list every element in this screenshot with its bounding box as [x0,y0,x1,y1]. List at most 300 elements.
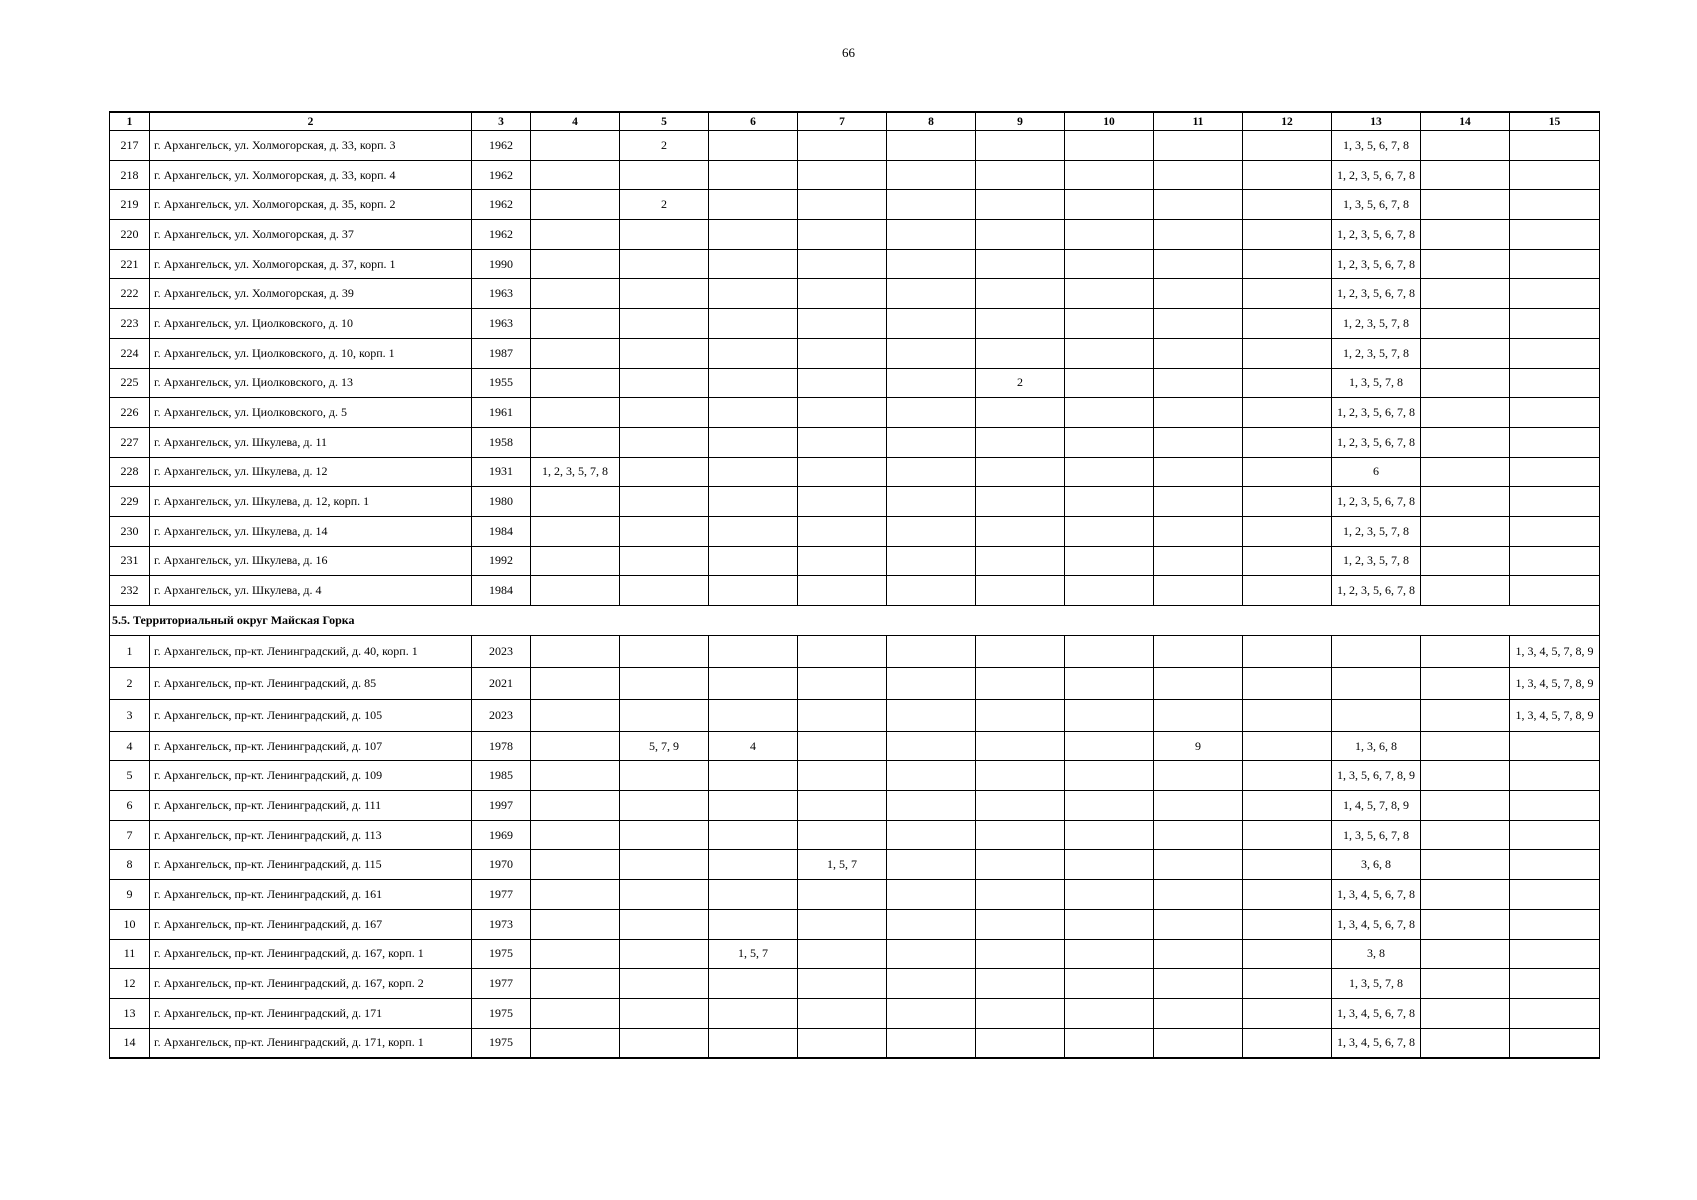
table-cell: 1, 3, 4, 5, 7, 8, 9 [1510,667,1600,699]
year-cell: 1977 [472,880,531,910]
table-cell [887,220,976,250]
address-cell: г. Архангельск, ул. Циолковского, д. 13 [150,368,472,398]
table-cell: 4 [709,731,798,761]
table-cell [531,969,620,999]
table-cell [1510,576,1600,606]
table-cell [1243,761,1332,791]
table-cell [1510,939,1600,969]
table-row [110,576,1600,606]
address-cell: г. Архангельск, ул. Холмогорская, д. 33, корп. 3 [150,131,472,161]
table-cell [1065,131,1154,161]
year-cell: 1975 [472,1028,531,1058]
table-cell [1065,998,1154,1028]
table-cell [887,190,976,220]
table-cell [1421,131,1510,161]
table-cell [1154,160,1243,190]
table-cell: 1, 2, 3, 5, 6, 7, 8 [1332,249,1421,279]
address-cell: г. Архангельск, пр-кт. Ленинградский, д. 161 [150,880,472,910]
table-cell [976,160,1065,190]
table-cell [620,635,709,667]
table-cell [1154,699,1243,731]
year-cell: 1963 [472,309,531,339]
table-row [110,880,1600,910]
table-cell [1065,635,1154,667]
table-cell [1154,576,1243,606]
address-cell: г. Архангельск, пр-кт. Ленинградский, д. 40, корп. 1 [150,635,472,667]
row-number-cell: 9 [110,880,150,910]
year-cell: 1977 [472,969,531,999]
table-cell [531,939,620,969]
table-cell [976,427,1065,457]
table-cell [1154,487,1243,517]
table-cell [798,1028,887,1058]
year-cell: 1975 [472,998,531,1028]
column-header: 14 [1421,112,1510,131]
table-cell [1065,969,1154,999]
table-cell [798,667,887,699]
table-cell [531,398,620,428]
table-cell [1510,279,1600,309]
table-row [110,516,1600,546]
table-cell [620,338,709,368]
table-cell [887,761,976,791]
table-cell [976,279,1065,309]
table-row [110,791,1600,821]
year-cell: 2023 [472,635,531,667]
table-cell [620,160,709,190]
table-cell [709,487,798,517]
table-cell [1154,309,1243,339]
column-header: 9 [976,112,1065,131]
address-cell: г. Архангельск, ул. Циолковского, д. 10, корп. 1 [150,338,472,368]
table-cell [976,761,1065,791]
table-cell [709,309,798,339]
table-cell [709,635,798,667]
table-cell [1510,398,1600,428]
table-cell [887,516,976,546]
table-cell [531,667,620,699]
address-cell: г. Архангельск, пр-кт. Ленинградский, д. 85 [150,667,472,699]
table-cell [1243,457,1332,487]
table-cell [976,667,1065,699]
table-cell [887,1028,976,1058]
table-cell [709,160,798,190]
table-cell [887,998,976,1028]
table-cell [531,368,620,398]
table-cell: 1, 3, 4, 5, 7, 8, 9 [1510,699,1600,731]
table-cell [709,761,798,791]
row-number-cell: 4 [110,731,150,761]
table-cell: 1, 2, 3, 5, 6, 7, 8 [1332,398,1421,428]
table-cell [1510,820,1600,850]
table-cell [976,1028,1065,1058]
table-cell: 1, 4, 5, 7, 8, 9 [1332,791,1421,821]
table-cell: 1, 3, 4, 5, 6, 7, 8 [1332,909,1421,939]
table-cell [1421,487,1510,517]
year-cell: 1984 [472,516,531,546]
address-cell: г. Архангельск, пр-кт. Ленинградский, д. 109 [150,761,472,791]
table-cell [531,309,620,339]
table-row [110,338,1600,368]
table-cell [1154,457,1243,487]
table-cell [620,939,709,969]
year-cell: 1962 [472,190,531,220]
table-cell [1243,279,1332,309]
table-cell [1154,1028,1243,1058]
table-cell [1065,279,1154,309]
table-cell [976,249,1065,279]
table-row [110,939,1600,969]
table-cell [1332,635,1421,667]
table-cell [798,309,887,339]
table-row [110,309,1600,339]
table-row [110,190,1600,220]
address-cell: г. Архангельск, ул. Циолковского, д. 5 [150,398,472,428]
table-cell [1065,820,1154,850]
table-cell [531,909,620,939]
table-cell [531,576,620,606]
table-cell: 1, 3, 6, 8 [1332,731,1421,761]
table-cell: 1, 3, 4, 5, 6, 7, 8 [1332,998,1421,1028]
table-cell [976,791,1065,821]
table-cell [1510,427,1600,457]
table-cell [1510,1028,1600,1058]
row-number-cell: 6 [110,791,150,821]
address-cell: г. Архангельск, пр-кт. Ленинградский, д. 115 [150,850,472,880]
row-number-cell: 229 [110,487,150,517]
table-cell [887,279,976,309]
table-cell [709,1028,798,1058]
address-cell: г. Архангельск, ул. Шкулева, д. 4 [150,576,472,606]
table-cell [1510,368,1600,398]
table-cell [709,131,798,161]
table-cell [620,487,709,517]
year-cell: 1961 [472,398,531,428]
table-cell [531,635,620,667]
year-cell: 1985 [472,761,531,791]
table-cell [887,398,976,428]
table-cell [887,820,976,850]
year-cell: 1962 [472,220,531,250]
year-cell: 1997 [472,791,531,821]
table-cell [1243,338,1332,368]
table-cell [620,761,709,791]
table-cell [531,516,620,546]
year-cell: 1990 [472,249,531,279]
table-cell: 1, 2, 3, 5, 7, 8 [531,457,620,487]
table-cell [798,368,887,398]
table-cell [798,546,887,576]
row-number-cell: 221 [110,249,150,279]
table-cell [1243,309,1332,339]
table-cell [1243,487,1332,517]
table-cell [887,546,976,576]
row-number-cell: 11 [110,939,150,969]
table-cell [1243,190,1332,220]
table-cell [709,850,798,880]
address-cell: г. Архангельск, пр-кт. Ленинградский, д. 107 [150,731,472,761]
table-cell: 1, 3, 5, 6, 7, 8 [1332,820,1421,850]
year-cell: 1980 [472,487,531,517]
table-cell [1065,309,1154,339]
table-cell [1421,969,1510,999]
table-cell [531,1028,620,1058]
row-number-cell: 5 [110,761,150,791]
table-row [110,279,1600,309]
table-cell [620,368,709,398]
table-cell [798,457,887,487]
table-row [110,998,1600,1028]
table-cell [1510,850,1600,880]
table-cell [709,576,798,606]
table-cell [887,131,976,161]
table-cell [976,850,1065,880]
table-cell [531,699,620,731]
table-cell: 1, 2, 3, 5, 7, 8 [1332,338,1421,368]
table-cell [887,939,976,969]
table-cell [1421,190,1510,220]
table-cell [798,820,887,850]
table-cell [1154,635,1243,667]
table-cell [1510,160,1600,190]
table-cell [620,791,709,821]
table-cell [1421,576,1510,606]
table-cell [1510,190,1600,220]
table-cell: 1, 2, 3, 5, 6, 7, 8 [1332,487,1421,517]
row-number-cell: 3 [110,699,150,731]
table-cell [1243,220,1332,250]
column-header: 7 [798,112,887,131]
table-cell: 1, 2, 3, 5, 6, 7, 8 [1332,576,1421,606]
table-cell [1243,131,1332,161]
address-cell: г. Архангельск, пр-кт. Ленинградский, д. 167, корп. 2 [150,969,472,999]
year-cell: 2023 [472,699,531,731]
table-cell [1065,427,1154,457]
table-header-row [110,112,1600,131]
table-cell [887,576,976,606]
table-cell [1243,880,1332,910]
table-cell [798,998,887,1028]
table-row [110,909,1600,939]
table-cell [531,880,620,910]
table-cell [1243,939,1332,969]
table-cell [1421,880,1510,910]
year-cell: 1987 [472,338,531,368]
address-cell: г. Архангельск, ул. Холмогорская, д. 37, корп. 1 [150,249,472,279]
year-cell: 1969 [472,820,531,850]
table-cell [1065,368,1154,398]
row-number-cell: 226 [110,398,150,428]
table-cell [798,699,887,731]
table-row [110,850,1600,880]
address-cell: г. Архангельск, ул. Шкулева, д. 11 [150,427,472,457]
table-cell [798,279,887,309]
table-cell [709,791,798,821]
table-cell [1065,249,1154,279]
table-cell: 1, 2, 3, 5, 7, 8 [1332,516,1421,546]
table-cell [1243,546,1332,576]
year-cell: 1962 [472,131,531,161]
table-cell [1243,998,1332,1028]
table-cell [1243,850,1332,880]
row-number-cell: 14 [110,1028,150,1058]
table-cell [1154,190,1243,220]
row-number-cell: 8 [110,850,150,880]
table-cell [887,457,976,487]
table-cell [1243,398,1332,428]
table-cell [1510,131,1600,161]
row-number-cell: 2 [110,667,150,699]
table-row [110,249,1600,279]
column-header: 10 [1065,112,1154,131]
table-cell [976,398,1065,428]
table-cell: 1, 2, 3, 5, 7, 8 [1332,309,1421,339]
table-cell [1065,546,1154,576]
table-cell [1065,220,1154,250]
table-cell: 1, 3, 5, 7, 8 [1332,368,1421,398]
table-cell [1065,909,1154,939]
row-number-cell: 10 [110,909,150,939]
table-cell [1421,457,1510,487]
table-cell [709,249,798,279]
table-cell [976,457,1065,487]
table-cell [976,309,1065,339]
table-row [110,667,1600,699]
column-header: 4 [531,112,620,131]
table-row [110,398,1600,428]
address-cell: г. Архангельск, ул. Циолковского, д. 10 [150,309,472,339]
table-cell [798,761,887,791]
table-cell [1065,457,1154,487]
table-cell [1332,699,1421,731]
table-cell [1154,850,1243,880]
table-cell [531,279,620,309]
table-cell [1510,731,1600,761]
table-cell [798,516,887,546]
table-row [110,220,1600,250]
year-cell: 1973 [472,909,531,939]
table-cell [709,969,798,999]
table-cell [1510,546,1600,576]
table-cell [1154,909,1243,939]
table-cell [1065,880,1154,910]
column-header: 13 [1332,112,1421,131]
table-cell [1510,338,1600,368]
table-cell [798,160,887,190]
table-cell [1154,791,1243,821]
table-cell [1332,667,1421,699]
table-cell [1243,667,1332,699]
row-number-cell: 225 [110,368,150,398]
table-cell [1421,398,1510,428]
year-cell: 1958 [472,427,531,457]
table-cell [1421,249,1510,279]
column-header: 8 [887,112,976,131]
row-number-cell: 219 [110,190,150,220]
table-cell [1510,457,1600,487]
table-cell [1421,699,1510,731]
table-cell: 5, 7, 9 [620,731,709,761]
table-cell [798,909,887,939]
table-cell [1154,279,1243,309]
table-cell [709,820,798,850]
year-cell: 1978 [472,731,531,761]
table-cell [798,576,887,606]
table-cell [798,220,887,250]
table-cell [887,791,976,821]
year-cell: 1970 [472,850,531,880]
table-row [110,131,1600,161]
table-cell: 1, 3, 4, 5, 7, 8, 9 [1510,635,1600,667]
table-cell [620,457,709,487]
table-cell [1243,969,1332,999]
table-cell [531,131,620,161]
table-cell [976,220,1065,250]
table-cell [1065,699,1154,731]
table-cell [887,731,976,761]
address-cell: г. Архангельск, пр-кт. Ленинградский, д. 113 [150,820,472,850]
table-cell [1421,368,1510,398]
table-cell [709,457,798,487]
table-cell [976,820,1065,850]
table-cell [1510,880,1600,910]
row-number-cell: 228 [110,457,150,487]
table-cell [620,998,709,1028]
table-cell [1243,635,1332,667]
table-cell [620,516,709,546]
table-cell [620,249,709,279]
table-cell [1421,338,1510,368]
table-cell [620,220,709,250]
table-cell [887,699,976,731]
table-cell [1065,398,1154,428]
table-cell [976,546,1065,576]
table-cell [976,516,1065,546]
table-cell [976,190,1065,220]
table-cell [620,1028,709,1058]
table-cell [1510,487,1600,517]
table-cell [1154,667,1243,699]
table-cell: 1, 3, 5, 6, 7, 8, 9 [1332,761,1421,791]
year-cell: 1963 [472,279,531,309]
table-cell [1421,667,1510,699]
table-cell: 2 [620,190,709,220]
table-cell [531,546,620,576]
row-number-cell: 227 [110,427,150,457]
table-cell [1154,880,1243,910]
table-cell [1065,190,1154,220]
table-cell [1243,731,1332,761]
address-cell: г. Архангельск, пр-кт. Ленинградский, д. 171, корп. 1 [150,1028,472,1058]
table-row [110,1028,1600,1058]
page-number: 66 [842,45,855,60]
table-cell [1510,309,1600,339]
table-cell [531,850,620,880]
table-cell [1243,368,1332,398]
table-cell [798,398,887,428]
table-cell [620,667,709,699]
table-cell [620,699,709,731]
table-cell [976,880,1065,910]
table-cell [1510,969,1600,999]
row-number-cell: 232 [110,576,150,606]
table-cell [1421,220,1510,250]
table-cell [1065,516,1154,546]
buildings-table [109,111,1600,1059]
table-cell [1154,761,1243,791]
table-cell: 1, 3, 5, 6, 7, 8 [1332,190,1421,220]
table-cell [887,368,976,398]
